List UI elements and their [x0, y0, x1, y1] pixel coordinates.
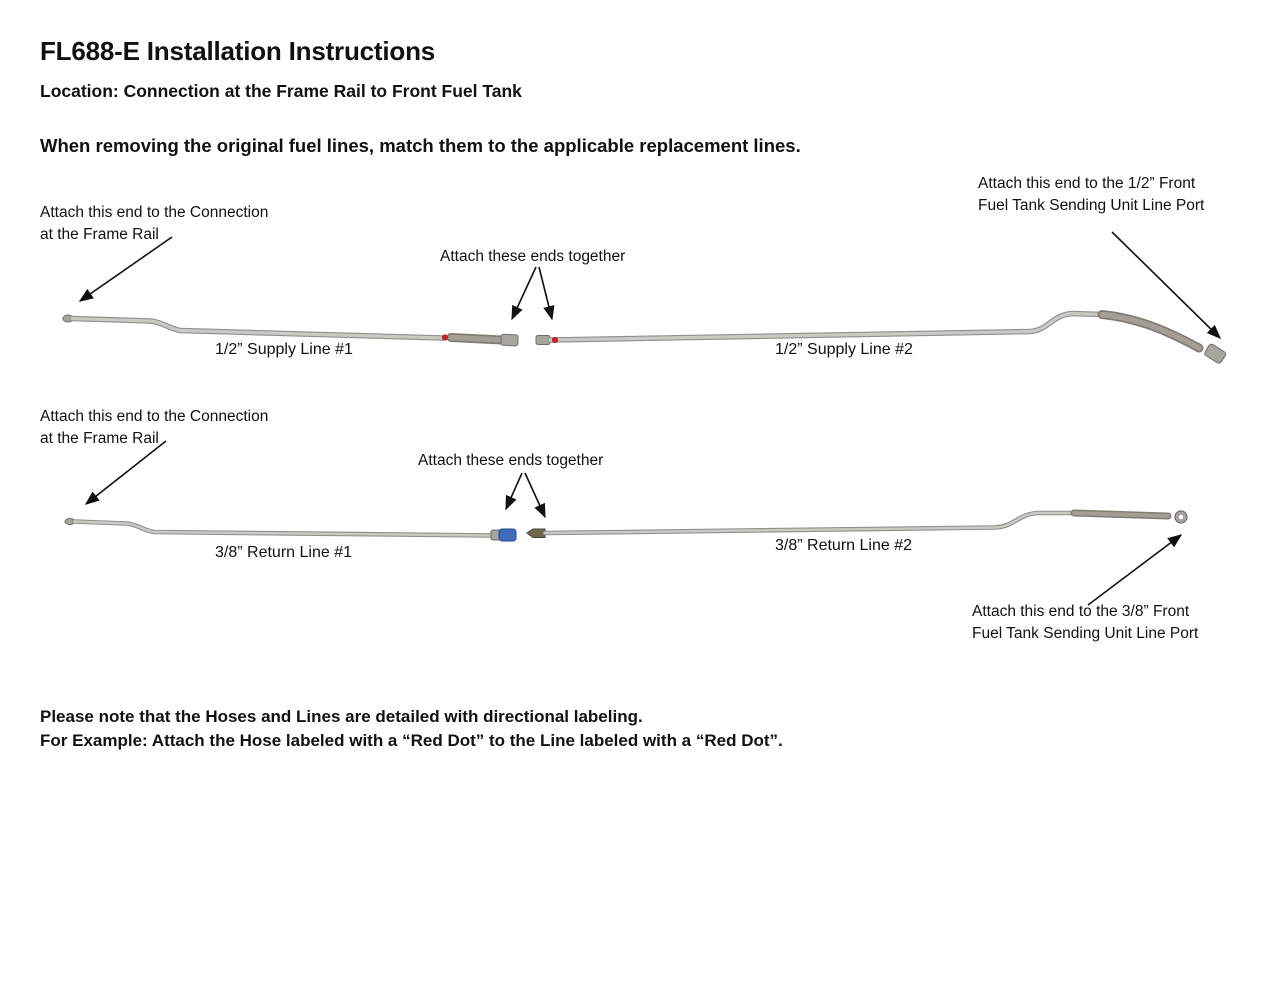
return-line-2-brass-fitting	[527, 529, 545, 538]
return-line-1-label: 3/8” Return Line #1	[215, 544, 352, 561]
supply-line-2-red-dot	[552, 337, 558, 343]
supply-tank-port-note-line2: Fuel Tank Sending Unit Line Port	[978, 197, 1205, 214]
return-tank-port-note	[972, 601, 1198, 645]
return-frame-rail-note-line1: Attach this end to the Connection	[40, 408, 269, 425]
return-line-2-label: 3/8” Return Line #2	[775, 537, 912, 554]
supply-line-2-end-fitting	[1204, 343, 1227, 364]
directional-labeling-note	[40, 705, 783, 752]
return-line-1	[65, 519, 516, 542]
arrow-supply-frame-rail	[80, 237, 172, 301]
return-tank-port-note-line2: Fuel Tank Sending Unit Line Port	[972, 625, 1199, 642]
supply-frame-rail-note-line1: Attach this end to the Connection	[40, 204, 269, 221]
arrow-supply-join-right	[539, 267, 552, 319]
arrow-return-join-left	[506, 473, 522, 509]
directional-labeling-note-line2: For Example: Attach the Hose labeled with a “Red Dot” to the Line labeled with a “Red Dot”.	[40, 730, 783, 750]
supply-join-note: Attach these ends together	[440, 248, 626, 265]
arrow-return-frame-rail	[86, 441, 166, 504]
supply-tank-port-note	[978, 173, 1204, 217]
supply-frame-rail-note	[40, 202, 268, 246]
supply-frame-rail-note-line2: at the Frame Rail	[40, 226, 159, 243]
return-frame-rail-note-line2: at the Frame Rail	[40, 430, 159, 447]
location-subtitle: Location: Connection at the Frame Rail to Front Fuel Tank	[40, 81, 522, 101]
return-tank-port-note-line1: Attach this end to the 3/8” Front	[972, 603, 1190, 620]
return-join-note: Attach these ends together	[418, 452, 604, 469]
return-line-1-blue-fitting	[499, 529, 516, 541]
supply-line-1-fitting	[501, 334, 519, 346]
directional-labeling-note-line1: Please note that the Hoses and Lines are detailed with directional labeling.	[40, 707, 643, 726]
arrow-supply-join-left	[512, 267, 536, 319]
supply-tank-port-note-line1: Attach this end to the 1/2” Front	[978, 175, 1196, 192]
supply-line-2-label: 1/2” Supply Line #2	[775, 341, 913, 358]
intro-text: When removing the original fuel lines, match them to the applicable replacement lines.	[40, 135, 801, 156]
page-title: FL688-E Installation Instructions	[40, 36, 436, 66]
arrow-return-join-right	[525, 473, 545, 517]
arrow-return-tank-port	[1088, 535, 1181, 605]
supply-line-1-label: 1/2” Supply Line #1	[215, 341, 353, 358]
supply-line-1-red-dot	[442, 334, 448, 340]
return-frame-rail-note	[40, 406, 268, 450]
return-line-2	[527, 511, 1187, 538]
